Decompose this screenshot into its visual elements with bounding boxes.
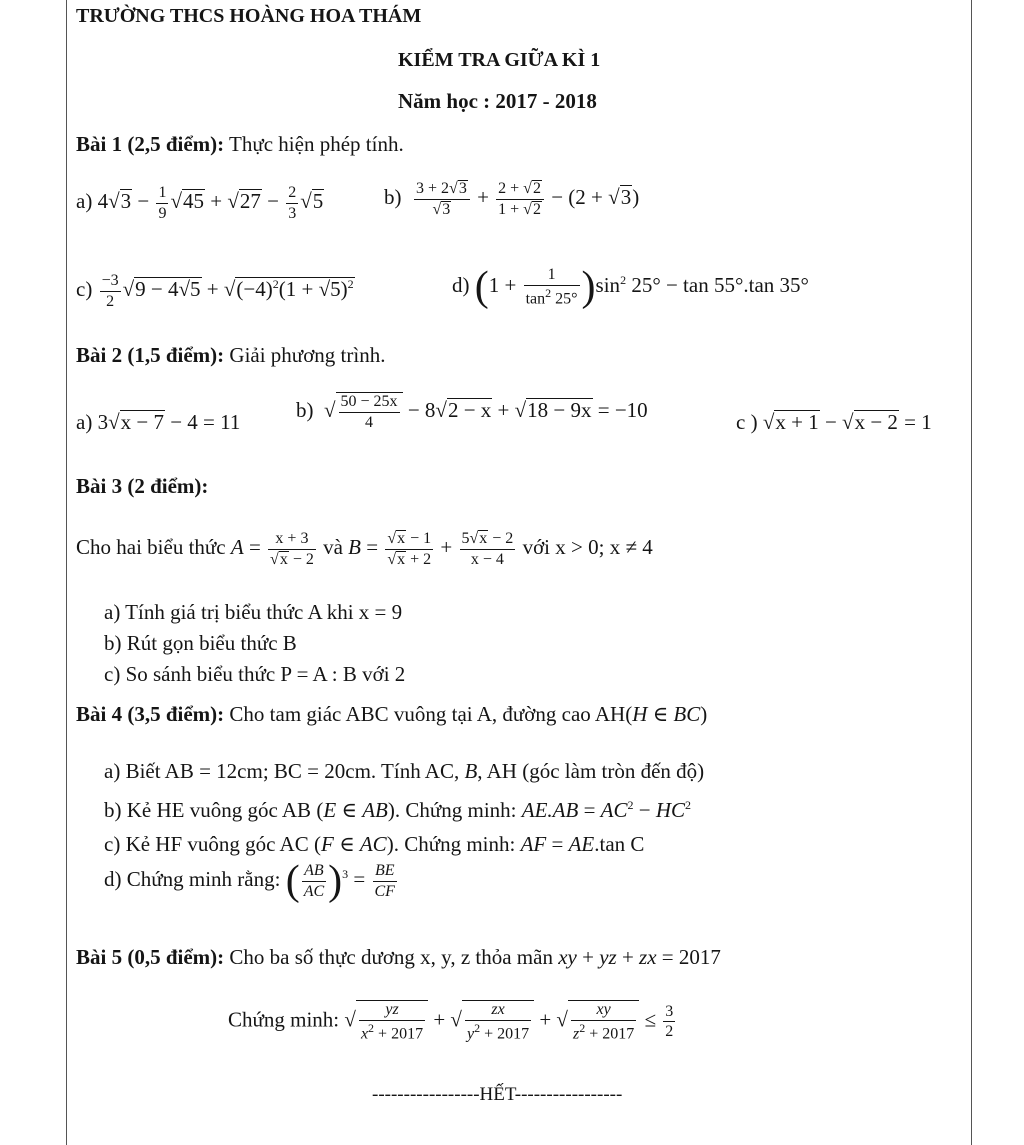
bai3-question-b: b) Rút gọn biểu thức B [104,631,297,655]
bai3-heading: Bài 3 (2 điểm): [76,474,209,498]
exam-title: KIỂM TRA GIỮA KÌ 1 [398,49,601,71]
bai2-heading: Bài 2 (1,5 điểm): Giải phương trình. [76,343,386,367]
bai2-a-equation: a) 3√x − 7 − 4 = 11 [76,410,241,434]
bai3-expressions: Cho hai biểu thức A = $\frac{x + 3}{√x - 2}$ và B = $\frac{√x - 1}{√x + 2}$ + $\frac{5√x - 2}{x - 4}$ với x > 0; x ≠ 4 [76,530,653,568]
bai4-questions [104,754,704,861]
bai3-questions [104,597,405,690]
bai4-heading: Bài 4 (3,5 điểm): Cho tam giác ABC vuông tại A, đường cao AH(H ∈ BC) [76,702,708,726]
end-marker: -----------------HẾT----------------- [372,1084,623,1105]
bai4-question-a: a) Biết AB = 12cm; BC = 20cm. Tính AC, B, AH (góc làm tròn đến độ) [104,759,705,783]
school-name: TRƯỜNG THCS HOÀNG HOA THÁM [76,5,422,27]
bai4-question-b: b) Kẻ HE vuông góc AB (E ∈ AB). Chứng minh: $AE.AB = AC^2 - HC^2$ [104,798,692,822]
bai1-a-expression: a) 4√3 − $\frac{1}{9}$ √45 + √27 − $\frac{2}{3}$ √5 [76,184,324,222]
bai1-c-expression: c) $\frac{-3}{2}$ $√9 - 4√5 + √(-4)^2(1 + √5)^2$ [76,272,354,310]
bai3-question-a: a) Tính giá trị biểu thức A khi x = 9 [104,600,403,624]
bai2-c-equation: c ) √x + 1 − √x − 2 = 1 [736,410,932,434]
bai5-heading: Bài 5 (0,5 điểm): Cho ba số thực dương x, y, z thỏa mãn xy + yz + zx = 2017 [76,945,721,969]
school-year: Năm học : 2017 - 2018 [398,89,597,113]
bai5-inequality: Chứng minh: √ $\frac{yz}{x^2 + 2017}$ + √ $\frac{zx}{y^2 + 2017}$ + √ $\frac{xy}{z^2 + 2017}$ ≤ $\frac{3}{2}$ [228,1001,674,1042]
bai1-b-expression: b) $\frac{3 + 2√3}{√3}$ + $\frac{2 + √2}{1 + √2}$ − (2 + √3) [384,180,640,218]
bai4-question-c: c) Kẻ HF vuông góc AC (F ∈ AC). Chứng minh: AF = AE.tan C [104,832,645,856]
bai1-heading: Bài 1 (2,5 điểm): Thực hiện phép tính. [76,132,404,156]
page-right-border [971,0,972,1145]
bai4-question-d: d) Chứng minh rằng: ( $\frac{AB}{AC}$ )$^3$ = $\frac{BE}{CF}$ [104,858,395,904]
bai3-question-c: c) So sánh biểu thức P = A : B với 2 [104,662,406,686]
bai1-d-expression: d) (1 + $\frac{1}{\tan^2 25^\circ}$ )$\sin^2$ 25° − tan 55°.tan 35° [452,264,809,310]
bai2-b-equation: b) √ $\frac{50 - 25x}{4}$ − 8√2 − x + √18 − 9x = −10 [296,393,648,431]
page-left-border [66,0,67,1145]
